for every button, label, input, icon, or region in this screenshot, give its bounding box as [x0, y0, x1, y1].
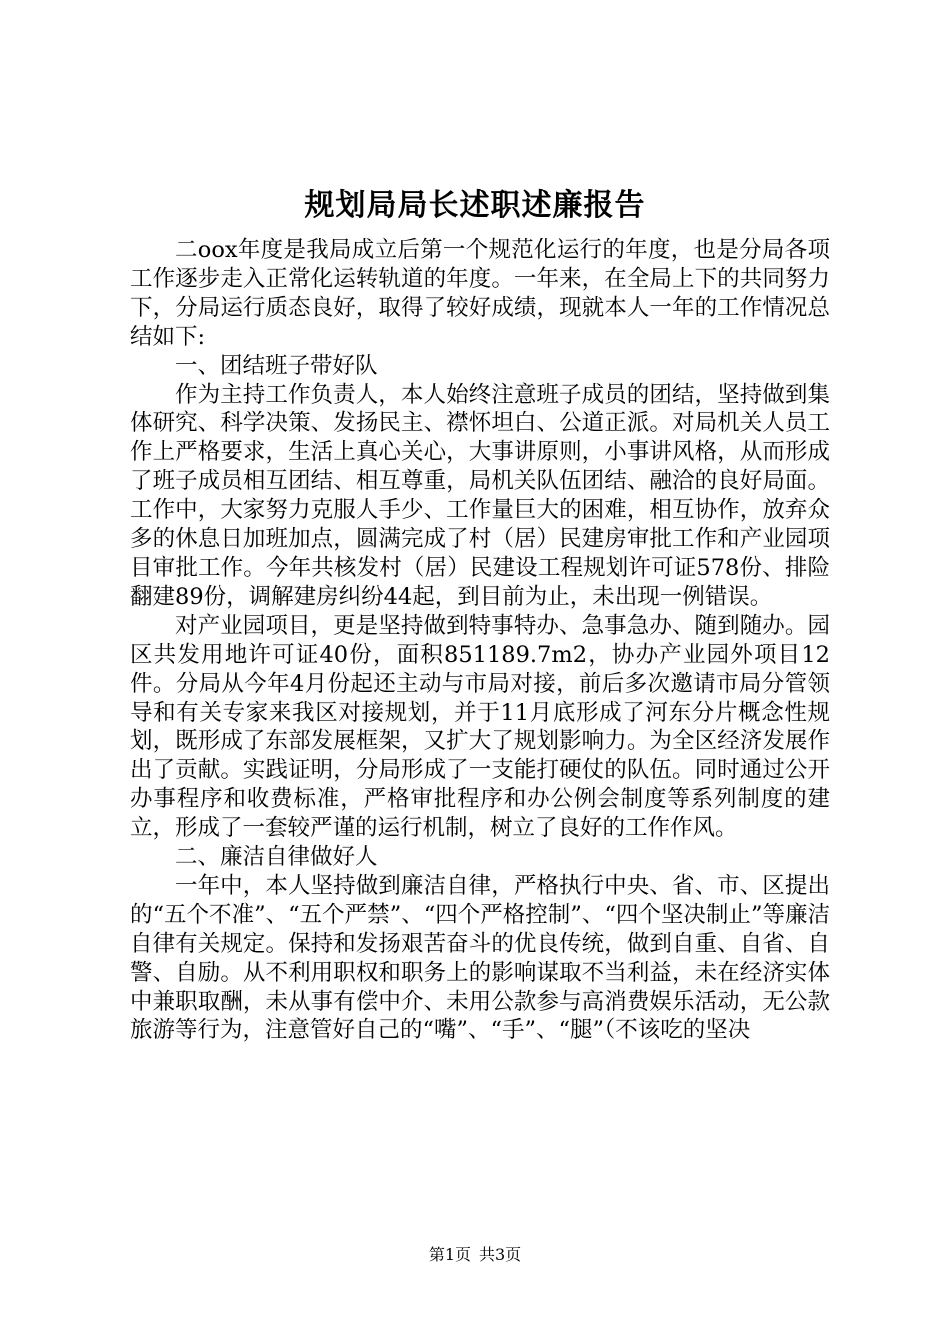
section-1-paragraph-1: 作为主持工作负责人，本人始终注意班子成员的团结，坚持做到集体研究、科学决策、发扬民主、襟怀坦白、公道正派。对局机关人员工作上严格要求，生活上真心关心，大事讲原则，小事讲风格，从而形成了班子成员相互团结、相互尊重，局机关队伍团结、融洽的良好局面。工作中，大家努力克服人手少、工作量巨大的困难，相互协作，放弃众多的休息日加班加点，圆满完成了村（居）民建房审批工作和产业园项目审批工作。今年共核发村（居）民建设工程规划许可证578份、排险翻建89份，调解建房纠纷44起，到目前为止，未出现一例错误。	[130, 381, 830, 610]
document-body	[130, 236, 830, 1045]
page-total: 共3页	[479, 1245, 522, 1264]
page-number: 第1页	[428, 1245, 471, 1264]
intro-paragraph: 二oox年度是我局成立后第一个规范化运行的年度，也是分局各项工作逐步走入正常化运转轨道的年度。一年来，在全局上下的共同努力下，分局运行质态良好，取得了较好成绩，现就本人一年的工作情况总结如下:	[130, 237, 830, 350]
section-1-heading: 一、团结班子带好队	[175, 352, 378, 379]
document-title: 规划局局长述职述廉报告	[304, 188, 646, 223]
section-2-paragraph-1: 一年中，本人坚持做到廉洁自律，严格执行中央、省、市、区提出的“五个不准”、“五个严禁”、“四个严格控制”、“四个坚决制止”等廉洁自律有关规定。保持和发扬艰苦奋斗的优良传统，做到自重、自省、自警、自励。从不利用职权和职务上的影响谋取不当利益，未在经济实体中兼职取酬，未从事有偿中介、未用公款参与高消费娱乐活动，无公款旅游等行为，注意管好自己的“嘴”、“手”、“腿”（不该吃的坚决	[130, 872, 830, 1044]
page-footer	[0, 1244, 950, 1266]
section-1-paragraph-2: 对产业园项目，更是坚持做到特事特办、急事急办、随到随办。园区共发用地许可证40份，面积851189.7m2，协办产业园外项目12件。分局从今年4月份起还主动与市局对接，前后多次邀请市局分管领导和有关专家来我区对接规划，并于11月底形成了河东分片概念性规划，既形成了东部发展框架，又扩大了规划影响力。为全区经济发展作出了贡献。实践证明，分局形成了一支能打硬仗的队伍。同时通过公开办事程序和收费标准，严格审批程序和办公例会制度等系列制度的建立，形成了一套较严谨的运行机制，树立了良好的工作作风。	[130, 612, 830, 842]
section-2-heading: 二、廉洁自律做好人	[175, 844, 378, 871]
